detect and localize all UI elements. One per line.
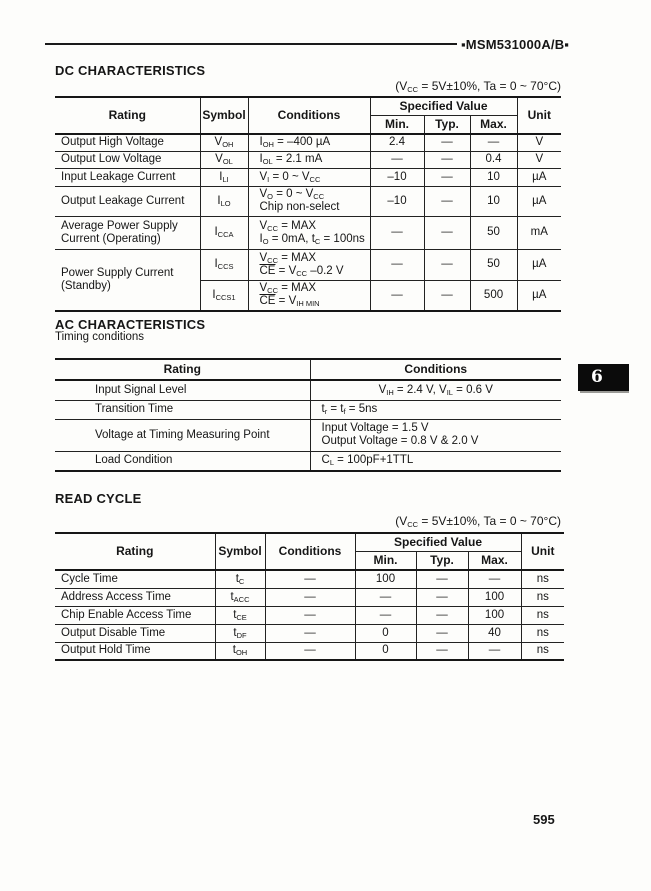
cell-max: 10 xyxy=(470,168,517,186)
table-row xyxy=(55,570,564,588)
cell-min: 0 xyxy=(355,624,416,642)
dc-conditions-note: ($V_{CC} = 5V\pm 10\%$, Ta = 0 ~ 70°C) xyxy=(395,79,561,94)
cell-rating: Output Hold Time xyxy=(55,642,215,660)
cell-max: 0.4 xyxy=(470,151,517,168)
table-row xyxy=(55,624,564,642)
cell-conditions: $t_r = t_f = 5ns$ xyxy=(310,400,561,419)
cell-symbol: $t_{ACC}$ xyxy=(215,588,265,606)
ac-subtitle: Timing conditions xyxy=(55,331,145,343)
ac-col-header-conditions: Conditions xyxy=(310,359,561,380)
dc-col-header-rating: Rating xyxy=(55,97,200,134)
cell-unit: µA xyxy=(517,280,561,311)
dc-col-header-conditions: Conditions xyxy=(248,97,370,134)
cell-symbol: $I_{CCS1}$ xyxy=(200,280,248,311)
cell-conditions: $V_O = 0$ ~ $V_{CC}$ Chip non-select xyxy=(248,186,370,216)
cell-unit: ns xyxy=(521,570,564,588)
dc-col-header-min: Min. xyxy=(370,115,424,134)
cell-typ: — xyxy=(424,249,470,280)
cell-rating: Input Signal Level xyxy=(55,380,310,400)
cell-rating: Load Condition xyxy=(55,451,310,471)
chip-title: ▪MSM531000A/B▪ xyxy=(461,37,570,52)
cell-typ: — xyxy=(424,168,470,186)
cell-conditions: — xyxy=(265,642,355,660)
table-row xyxy=(55,419,561,451)
cell-rating: Output Leakage Current xyxy=(55,186,200,216)
cell-rating: Power Supply Current (Standby) xyxy=(55,249,200,311)
cell-rating: Average Power Supply Current (Operating) xyxy=(55,216,200,249)
ac-col-header-rating: Rating xyxy=(55,359,310,380)
cell-typ: — xyxy=(424,216,470,249)
cell-conditions: $V_{CC}$ = MAX $\overline{CE} = V_{IH MIN}$ xyxy=(248,280,370,311)
cell-conditions: — xyxy=(265,624,355,642)
table-row xyxy=(55,134,561,151)
cell-rating: Address Access Time xyxy=(55,588,215,606)
table-row xyxy=(55,186,561,216)
read-col-header-rating: Rating xyxy=(55,533,215,570)
cell-typ: — xyxy=(416,624,468,642)
read-cycle-table xyxy=(55,532,564,661)
cell-min: 100 xyxy=(355,570,416,588)
section-tab-number: 6 xyxy=(591,367,603,387)
header-rule xyxy=(45,43,457,45)
cell-max: 100 xyxy=(468,588,521,606)
cell-conditions: — xyxy=(265,606,355,624)
cell-rating: Output Low Voltage xyxy=(55,151,200,168)
cell-unit: ns xyxy=(521,642,564,660)
cell-max: 40 xyxy=(468,624,521,642)
dc-col-header-specified-value: Specified Value xyxy=(370,97,517,115)
cell-rating: Input Leakage Current xyxy=(55,168,200,186)
dc-section-title: DC CHARACTERISTICS xyxy=(55,63,206,78)
cell-min: –10 xyxy=(370,168,424,186)
cell-max: 500 xyxy=(470,280,517,311)
read-col-header-specified-value: Specified Value xyxy=(355,533,521,551)
cell-min: 0 xyxy=(355,642,416,660)
read-header-row-1 xyxy=(55,533,564,551)
cell-max: 100 xyxy=(468,606,521,624)
cell-min: — xyxy=(370,280,424,311)
cell-min: — xyxy=(370,216,424,249)
table-row xyxy=(55,588,564,606)
read-cycle-title: READ CYCLE xyxy=(55,491,142,506)
cell-max: 10 xyxy=(470,186,517,216)
cell-max: 50 xyxy=(470,249,517,280)
cell-unit: ns xyxy=(521,624,564,642)
cell-unit: µA xyxy=(517,186,561,216)
cell-typ: — xyxy=(424,280,470,311)
cell-rating: Chip Enable Access Time xyxy=(55,606,215,624)
cell-max: — xyxy=(468,642,521,660)
cell-max: — xyxy=(470,134,517,151)
cell-min: — xyxy=(370,249,424,280)
cell-conditions: $V_I = 0$ ~ $V_{CC}$ xyxy=(248,168,370,186)
cell-rating: Output Disable Time xyxy=(55,624,215,642)
cell-symbol: $t_C$ xyxy=(215,570,265,588)
dc-col-header-unit: Unit xyxy=(517,97,561,134)
read-col-header-max: Max. xyxy=(468,551,521,570)
cell-min: — xyxy=(355,606,416,624)
cell-conditions: $V_{IH} = 2.4$ V, $V_{IL} = 0.6$ V xyxy=(310,380,561,400)
table-row xyxy=(55,151,561,168)
cell-conditions: — xyxy=(265,570,355,588)
cell-max: 50 xyxy=(470,216,517,249)
cell-symbol: $I_{CCA}$ xyxy=(200,216,248,249)
cell-typ: — xyxy=(424,186,470,216)
dc-header-row-1 xyxy=(55,97,561,115)
table-row xyxy=(55,606,564,624)
cell-symbol: $t_{CE}$ xyxy=(215,606,265,624)
cell-rating: Cycle Time xyxy=(55,570,215,588)
cell-conditions: $V_{CC}$ = MAX $\overline{CE} = V_{CC}$ –0.2 V xyxy=(248,249,370,280)
cell-max: — xyxy=(468,570,521,588)
page-number: 595 xyxy=(533,812,555,827)
ac-section-title: AC CHARACTERISTICS xyxy=(55,317,206,332)
cell-symbol: $t_{DF}$ xyxy=(215,624,265,642)
cell-typ: — xyxy=(416,606,468,624)
table-row xyxy=(55,249,561,280)
cell-typ: — xyxy=(416,642,468,660)
dc-characteristics-table xyxy=(55,96,561,312)
cell-rating: Transition Time xyxy=(55,400,310,419)
cell-typ: — xyxy=(424,134,470,151)
read-col-header-unit: Unit xyxy=(521,533,564,570)
read-col-header-conditions: Conditions xyxy=(265,533,355,570)
cell-unit: ns xyxy=(521,606,564,624)
cell-min: — xyxy=(355,588,416,606)
cell-unit: V xyxy=(517,151,561,168)
cell-conditions: $C_L = 100pF+1TTL$ xyxy=(310,451,561,471)
cell-rating: Output High Voltage xyxy=(55,134,200,151)
cell-typ: — xyxy=(424,151,470,168)
cell-conditions: — xyxy=(265,588,355,606)
table-row xyxy=(55,642,564,660)
read-conditions-note: ($V_{CC} = 5V\pm 10\%$, Ta = 0 ~ 70°C) xyxy=(395,514,561,529)
table-row xyxy=(55,380,561,400)
cell-symbol: $V_{OH}$ xyxy=(200,134,248,151)
cell-unit: V xyxy=(517,134,561,151)
table-row xyxy=(55,168,561,186)
cell-min: 2.4 xyxy=(370,134,424,151)
cell-unit: ns xyxy=(521,588,564,606)
cell-min: — xyxy=(370,151,424,168)
dc-col-header-typ: Typ. xyxy=(424,115,470,134)
read-col-header-symbol: Symbol xyxy=(215,533,265,570)
cell-conditions: Input Voltage = 1.5 V Output Voltage = 0.8 V & 2.0 V xyxy=(310,419,561,451)
cell-unit: µA xyxy=(517,168,561,186)
cell-typ: — xyxy=(416,570,468,588)
cell-conditions: $V_{CC}$ = MAX $I_O = 0mA$, $t_C = 100ns$ xyxy=(248,216,370,249)
table-row xyxy=(55,216,561,249)
table-row xyxy=(55,451,561,471)
cell-symbol: $I_{LI}$ xyxy=(200,168,248,186)
cell-symbol: $I_{LO}$ xyxy=(200,186,248,216)
cell-conditions: $I_{OL} = 2.1$ mA xyxy=(248,151,370,168)
cell-symbol: $t_{OH}$ xyxy=(215,642,265,660)
cell-min: –10 xyxy=(370,186,424,216)
read-col-header-min: Min. xyxy=(355,551,416,570)
cell-conditions: $I_{OH} = -400$ µA xyxy=(248,134,370,151)
cell-unit: mA xyxy=(517,216,561,249)
ac-timing-conditions-table xyxy=(55,358,561,472)
cell-symbol: $I_{CCS}$ xyxy=(200,249,248,280)
ac-header-row xyxy=(55,359,561,380)
read-col-header-typ: Typ. xyxy=(416,551,468,570)
cell-rating: Voltage at Timing Measuring Point xyxy=(55,419,310,451)
dc-col-header-max: Max. xyxy=(470,115,517,134)
cell-symbol: $V_{OL}$ xyxy=(200,151,248,168)
dc-col-header-symbol: Symbol xyxy=(200,97,248,134)
cell-unit: µA xyxy=(517,249,561,280)
cell-typ: — xyxy=(416,588,468,606)
table-row xyxy=(55,400,561,419)
section-tab xyxy=(578,364,629,391)
